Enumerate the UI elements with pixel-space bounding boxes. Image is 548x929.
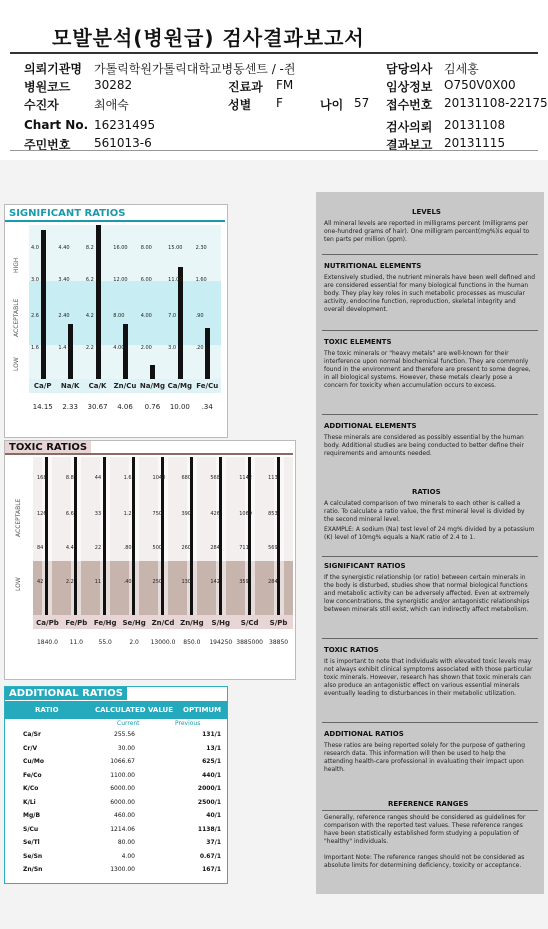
- levels-title: LEVELS: [412, 208, 441, 216]
- toxic-elements-body: The toxic minerals or "heavy metals" are well-known for their interference upon normal biochemical function. They are commonly found in the environment and therefore are present to some degree, in all biological systems. However, these metals clearly pose a concern for toxicity when accumulation occurs to excess.: [324, 350, 531, 389]
- toxic-ratios-info-title: TOXIC RATIOS: [324, 646, 379, 654]
- toxic-tick-label: 1.6: [123, 475, 132, 481]
- significant-category-label: Na/Mg: [139, 382, 165, 390]
- institution-value: 가톨릭학원가톨릭대학교병동센트 / -쥔: [94, 62, 296, 76]
- toxic-tick-label: 500: [152, 545, 163, 551]
- patient-label: 수진자: [24, 98, 59, 112]
- reported-label: 결과보고: [386, 138, 433, 152]
- toxic-tick-label: 126: [37, 511, 47, 517]
- col-optimum: OPTIMUM: [183, 706, 222, 714]
- toxic-bar: [74, 457, 77, 615]
- toxic-tick-label: 680: [181, 475, 191, 481]
- toxic-tick-label: 2.2: [65, 579, 74, 585]
- toxic-tick-label: 711: [239, 545, 249, 551]
- significant-category-label: Zn/Cu: [113, 382, 137, 390]
- optimum-value: 0.67/1: [199, 852, 221, 860]
- ratio-name: Ca/Sr: [23, 731, 41, 738]
- age-value: 57: [354, 96, 370, 110]
- toxic-title-rule: [5, 453, 293, 455]
- toxic-acceptable-label: ACCEPTABLE: [15, 498, 22, 537]
- ratio-name: Se/Sn: [23, 852, 43, 860]
- significant-tick-label: 6.2: [85, 277, 94, 283]
- toxic-tick-label: 33: [94, 511, 102, 517]
- ratio-name: Fe/Co: [23, 771, 42, 779]
- significant-tick-label: 2.6: [31, 313, 39, 319]
- additional-ratios-info-body: These ratios are being reported solely for the purpose of gathering research data. This information will then be used to help the attending health-care professional in evaluating their impact upon health.: [324, 742, 526, 773]
- significant-tick-label: 3.0: [168, 345, 177, 351]
- current-value: 1066.67: [110, 758, 135, 765]
- toxic-tick-label: 1.2: [123, 511, 132, 517]
- significant-ratios-info-title: SIGNIFICANT RATIOS: [324, 562, 406, 570]
- toxic-category-label: S/Pb: [269, 619, 288, 627]
- significant-tick-label: 7.0: [168, 313, 177, 319]
- info-sep: [322, 254, 538, 255]
- sex-label: 성별: [228, 98, 252, 112]
- toxic-category-label: Fe/Hg: [93, 619, 117, 627]
- col-current: Current: [117, 720, 140, 727]
- chart-no-label: Chart No.: [24, 118, 89, 132]
- toxic-tick-label: 260: [181, 545, 191, 551]
- toxic-value-label: 1840.0: [36, 639, 58, 646]
- significant-tick-label: 15.00: [168, 245, 183, 251]
- dept-value: FM: [276, 78, 294, 92]
- current-value: 1214.06: [110, 825, 135, 833]
- toxic-tick-label: 113: [268, 475, 278, 481]
- significant-title-rule: [5, 220, 225, 222]
- significant-value-label: 0.76: [144, 403, 161, 411]
- ratio-name: Cu/Mo: [23, 758, 44, 765]
- toxic-tick-label: 426: [210, 511, 220, 517]
- toxic-category-label: S/Hg: [211, 619, 230, 627]
- toxic-tick-label: 568: [210, 475, 220, 481]
- toxic-tick-label: 142: [210, 579, 220, 585]
- hospital-code-value: 30282: [94, 78, 133, 92]
- significant-tick-label: 2.00: [140, 345, 152, 351]
- significant-bar: [205, 328, 210, 379]
- significant-tick-label: 1.60: [195, 277, 207, 283]
- optimum-value: 625/1: [202, 758, 221, 765]
- significant-category-label: Ca/Mg: [167, 382, 193, 390]
- additional-ratios-title: ADDITIONAL RATIOS: [5, 687, 127, 700]
- significant-tick-label: 4.0: [31, 245, 39, 251]
- significant-tick-label: .90: [195, 313, 204, 319]
- toxic-category-label: Ca/Pb: [36, 619, 59, 627]
- accession-label: 접수번호: [386, 98, 433, 112]
- id-label: 주민번호: [24, 138, 71, 152]
- optimum-value: 40/1: [206, 812, 221, 819]
- accession-value: 20131108-22175: [444, 96, 548, 110]
- significant-low-label: LOW: [13, 357, 20, 371]
- sex-value: F: [276, 96, 283, 110]
- requested-label: 검사의뢰: [386, 120, 433, 134]
- table-row: [5, 826, 227, 837]
- significant-tick-label: 3.40: [58, 277, 70, 283]
- toxic-value-label: 13000.0: [150, 639, 176, 646]
- info-panel: [316, 192, 544, 894]
- current-value: 6000.00: [110, 798, 135, 806]
- additional-elements-title: ADDITIONAL ELEMENTS: [324, 422, 417, 430]
- table-row: [5, 785, 227, 796]
- significant-tick-label: 3.0: [31, 277, 39, 283]
- current-value: 255.56: [114, 731, 135, 738]
- ratios-title: RATIOS: [412, 488, 441, 496]
- toxic-ratios-info-body: It is important to note that individuals with elevated toxic levels may not always exhibit clinical symptoms associated with those particular toxic minerals. However, research has shown that toxic minerals can also produce an antagonistic effect on various essential minerals eventually leading to disturbances in their metabolic utilization.: [324, 658, 533, 697]
- reference-ranges-title: REFERENCE RANGES: [388, 800, 469, 808]
- info-sep: [322, 638, 538, 639]
- ratio-name: Se/Tl: [23, 839, 40, 846]
- toxic-tick-label: 11: [94, 579, 102, 585]
- table-row: [5, 866, 227, 877]
- table-row: [5, 745, 227, 756]
- info-sep: [322, 414, 538, 415]
- reference-ranges-body: Generally, reference ranges should be considered as guidelines for comparison with the reported test values. These reference ranges have been statistically established form studying a population of "healthy" individuals.: [324, 814, 526, 845]
- toxic-tick-label: 1142: [239, 475, 252, 481]
- toxic-tick-label: 750: [152, 511, 163, 517]
- current-value: 4.00: [121, 852, 135, 860]
- significant-high-zone: [29, 225, 221, 281]
- toxic-tick-label: 6.6: [65, 511, 74, 517]
- current-value: 6000.00: [110, 785, 135, 792]
- ratio-name: K/Li: [23, 798, 36, 806]
- significant-tick-label: 12.00: [113, 277, 128, 283]
- additional-header: [5, 701, 227, 719]
- chart-no-value: 16231495: [94, 118, 156, 132]
- patient-value: 최애숙: [94, 98, 129, 112]
- ratio-name: Cr/V: [23, 744, 38, 752]
- clinical-label: 임상정보: [386, 80, 433, 94]
- significant-bar: [96, 225, 101, 379]
- toxic-tick-label: 284: [268, 579, 278, 585]
- info-sep: [322, 330, 538, 331]
- toxic-tick-label: 84: [37, 545, 44, 551]
- table-row: [5, 799, 227, 810]
- table-row: [5, 839, 227, 850]
- significant-value-label: 30.67: [87, 403, 108, 411]
- significant-tick-label: 4.00: [140, 313, 152, 319]
- current-value: 1100.00: [110, 771, 135, 779]
- optimum-value: 13/1: [206, 744, 221, 752]
- toxic-ratios-title: TOXIC RATIOS: [5, 441, 91, 454]
- significant-tick-label: 11.00: [168, 277, 183, 283]
- toxic-tick-label: 1040: [152, 475, 166, 481]
- current-value: 460.00: [114, 812, 135, 819]
- toxic-value-label: 38850: [269, 639, 289, 646]
- optimum-value: 2000/1: [197, 785, 221, 792]
- ratios-example: EXAMPLE: A sodium (Na) test level of 24 mg% divided by a potassium (K) level of 10mg% equals a Na/K ratio of 2.4 to 1.: [324, 526, 535, 541]
- optimum-value: 1138/1: [197, 825, 221, 833]
- significant-bar: [178, 267, 183, 379]
- significant-tick-label: 2.30: [195, 245, 207, 251]
- significant-ratios-panel: [4, 204, 228, 438]
- toxic-tick-label: 250: [152, 579, 163, 585]
- toxic-tick-label: 359: [239, 579, 249, 585]
- reported-value: 20131115: [444, 136, 506, 150]
- toxic-elements-title: TOXIC ELEMENTS: [324, 338, 392, 346]
- toxic-value-label: 3885000: [236, 639, 264, 646]
- significant-bar: [123, 324, 128, 379]
- current-value: 1300.00: [110, 866, 135, 873]
- ratios-body: A calculated comparison of two minerals to each other is called a ratio. To calculate a ratio value, the first mineral level is divided by the second mineral level.: [324, 500, 525, 523]
- ratio-name: Mg/B: [23, 812, 41, 819]
- toxic-tick-label: 22: [94, 545, 102, 551]
- additional-ratios-panel: [4, 686, 228, 884]
- significant-category-label: Fe/Cu: [196, 382, 219, 390]
- optimum-value: 440/1: [202, 771, 221, 779]
- significant-value-label: 10.00: [169, 403, 190, 411]
- significant-category-label: Ca/P: [33, 382, 52, 390]
- levels-body: All mineral levels are reported in milligrams percent (milligrams per one-hundred grams of hair). One milligram percent(mg%)is equal to ten parts per million (ppm).: [324, 220, 530, 243]
- toxic-tick-label: 130: [181, 579, 191, 585]
- toxic-value-label: 11.0: [69, 639, 83, 646]
- significant-tick-label: 16.00: [113, 245, 128, 251]
- toxic-bar: [132, 457, 135, 615]
- clinical-value: O750V0X00: [444, 78, 516, 92]
- toxic-tick-label: 853: [268, 511, 278, 517]
- toxic-value-label: 850.0: [183, 639, 201, 646]
- toxic-tick-label: 168: [37, 475, 47, 481]
- significant-tick-label: .20: [195, 345, 204, 351]
- toxic-tick-label: 569: [268, 545, 278, 551]
- significant-tick-label: 4.2: [85, 313, 94, 319]
- significant-value-label: 2.33: [62, 403, 78, 411]
- info-sep: [322, 722, 538, 723]
- doctor-value: 김세홍: [444, 62, 479, 76]
- header-divider: [10, 52, 538, 54]
- current-value: 30.00: [117, 744, 135, 752]
- info-sep: [322, 810, 538, 811]
- toxic-tick-label: .80: [123, 545, 132, 551]
- significant-ratios-info-body: If the synergistic relationship (or ratio) between certain minerals in the body is disturbed, studies show that normal biological functions and metabolic activity can be adversely affected. Even at extremely low concentrations, the synergistic and/or antagonistic relationships between minerals still exist, which can indirectly affect metabolism.: [324, 574, 530, 613]
- significant-acceptable-label: ACCEPTABLE: [13, 298, 20, 337]
- toxic-value-label: 194250: [209, 639, 233, 646]
- header-bottom-divider: [10, 150, 538, 151]
- table-row: [5, 812, 227, 823]
- nutritional-body: Extensively studied, the nutrient minerals have been well defined and are considered essential for many biological functions in the human body. They play key roles in such metabolic processes as muscular activity, endocrine function, reproduction, skeletal integrity and overall development.: [324, 274, 536, 313]
- table-row: [5, 758, 227, 769]
- significant-tick-label: 6.00: [140, 277, 152, 283]
- toxic-bar: [103, 457, 106, 615]
- significant-category-label: Ca/K: [88, 382, 107, 390]
- col-calculated: CALCULATED VALUE: [95, 706, 174, 714]
- ratio-name: Zn/Sn: [23, 866, 43, 873]
- significant-bar: [41, 230, 46, 379]
- toxic-category-label: Se/Hg: [122, 619, 146, 627]
- toxic-tick-label: 44: [94, 475, 102, 481]
- toxic-tick-label: 390: [181, 511, 191, 517]
- ratio-name: K/Co: [23, 785, 39, 792]
- doctor-label: 담당의사: [386, 62, 433, 76]
- ratio-name: S/Cu: [23, 825, 39, 833]
- toxic-tick-label: 42: [37, 579, 44, 585]
- toxic-category-label: Fe/Pb: [65, 619, 88, 627]
- toxic-category-label: Zn/Cd: [151, 619, 175, 627]
- significant-high-label: HIGH: [13, 257, 20, 273]
- nutritional-title: NUTRITIONAL ELEMENTS: [324, 262, 422, 270]
- toxic-tick-label: 4.4: [65, 545, 74, 551]
- id-value: 561013-6: [94, 136, 152, 150]
- optimum-value: 131/1: [202, 731, 221, 738]
- table-row: [5, 731, 227, 742]
- reference-ranges-note: Important Note: The reference ranges should not be considered as absolute limits for determining deficiency, toxicity or acceptance.: [324, 854, 525, 869]
- significant-value-label: 14.15: [32, 403, 53, 411]
- significant-tick-label: 4.40: [58, 245, 70, 251]
- significant-tick-label: 8.00: [113, 313, 125, 319]
- col-previous: Previous: [175, 720, 201, 727]
- additional-ratios-info-title: ADDITIONAL RATIOS: [324, 730, 404, 738]
- significant-tick-label: 8.00: [140, 245, 152, 251]
- toxic-tick-label: 1069: [239, 511, 252, 517]
- toxic-tick-label: .40: [123, 579, 132, 585]
- requested-value: 20131108: [444, 118, 506, 132]
- significant-category-label: Na/K: [60, 382, 80, 390]
- age-label: 나이: [320, 98, 344, 112]
- significant-ratios-title: SIGNIFICANT RATIOS: [9, 208, 126, 219]
- col-ratio: RATIO: [35, 706, 59, 714]
- significant-tick-label: 1.6: [31, 345, 39, 351]
- current-value: 80.00: [117, 839, 135, 846]
- significant-tick-label: 1.4: [58, 345, 67, 351]
- report-title: 모발분석(병원급) 검사결과보고서: [52, 26, 365, 50]
- significant-bar: [68, 324, 73, 379]
- toxic-category-label: S/Cd: [240, 619, 259, 627]
- toxic-category-label: Zn/Hg: [180, 619, 204, 627]
- additional-elements-body: These minerals are considered as possibly essential by the human body. Additional studies are being conducted to better define their requirements and amounts needed.: [324, 434, 524, 457]
- toxic-ratios-panel: [4, 440, 296, 680]
- significant-value-label: .34: [201, 403, 213, 411]
- optimum-value: 167/1: [202, 866, 221, 873]
- significant-tick-label: 4.00: [113, 345, 125, 351]
- toxic-tick-label: 284: [210, 545, 220, 551]
- toxic-value-label: 2.0: [129, 639, 139, 646]
- toxic-tick-label: 8.8: [65, 475, 74, 481]
- significant-bar: [150, 365, 155, 379]
- dept-label: 진료과: [228, 80, 263, 94]
- significant-tick-label: 2.2: [85, 345, 94, 351]
- optimum-value: 37/1: [206, 839, 221, 846]
- info-sep: [322, 556, 538, 557]
- table-row: [5, 772, 227, 783]
- institution-label: 의뢰기관명: [24, 62, 82, 76]
- hospital-code-label: 병원코드: [24, 80, 71, 94]
- significant-tick-label: 8.2: [85, 245, 94, 251]
- significant-value-label: 4.06: [117, 403, 133, 411]
- table-row: [5, 853, 227, 864]
- optimum-value: 2500/1: [197, 798, 221, 806]
- toxic-value-label: 55.0: [98, 639, 112, 646]
- significant-tick-label: 2.40: [58, 313, 70, 319]
- toxic-low-label: LOW: [15, 577, 22, 591]
